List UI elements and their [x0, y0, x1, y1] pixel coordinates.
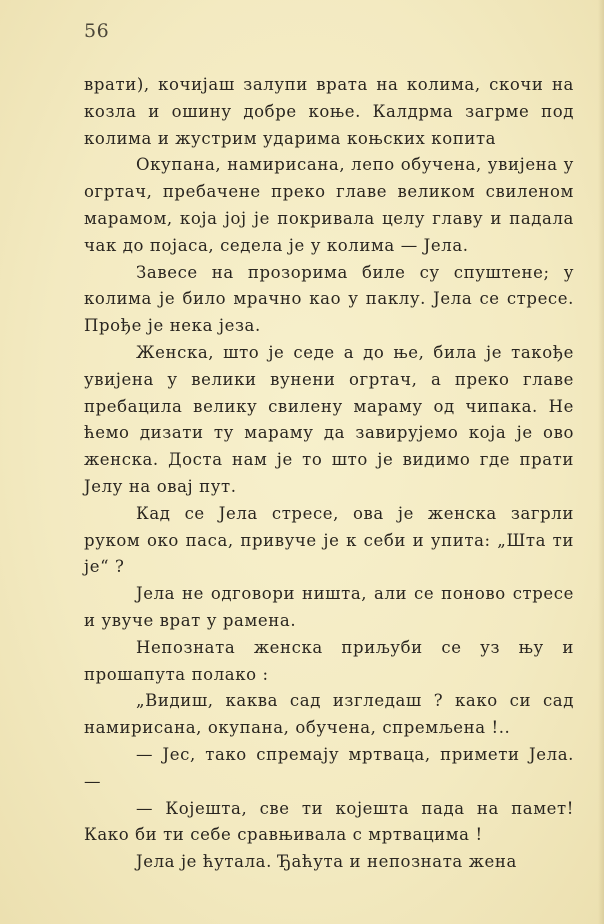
paragraph: Окупана, намирисана, лепо обучена, увијена у огртач, пребачене преко главе великом свиленом марамом, која јој је покривала целу главу и падала чак до појаса, седела је у колима — Јела.: [84, 155, 574, 255]
paragraph: Кад се Јела стресе, ова је женска загрли руком око паса, привуче је к себи и упита: „Шта ти је“ ?: [84, 503, 574, 577]
paragraph: „Видиш, каква сад изгледаш ? како си сад намирисана, окупана, обучена, спремљена !..: [84, 691, 574, 738]
paragraph: врати), кочијаш залупи врата на колима, скочи на козла и ошину добре коње. Калдрма загрме под колима и жустрим ударима коњских копита: [84, 75, 574, 148]
body-text: [84, 72, 574, 876]
paragraph: Женска, што је седе а до ње, била је такође увијена у велики вунени огртач, а преко главе пребацила велику свилену мараму од чипака. Не ћемо дизати ту мараму да завирујемо која је ово женска. Доста нам је то што је видимо где прати Јелу на овај пут.: [84, 342, 574, 496]
paragraph: — Јес, тако спремају мртваца, примети Јела. —: [84, 744, 574, 791]
paragraph: Јела је ћутала. Ђаћута и непозната жена: [136, 852, 517, 872]
paragraph: Непозната женска приљуби се уз њу и прошапута полако :: [84, 637, 574, 684]
page-edge-shadow: [598, 0, 604, 924]
paragraph: Јела не одговори ништа, али се поново стресе и увуче врат у рамена.: [84, 584, 574, 630]
page-number: 56: [84, 20, 110, 42]
paragraph: — Којешта, све ти којешта пада на памет! Како би ти себе сравњивала с мртвацима !: [84, 798, 574, 845]
paragraph: Завесе на прозорима биле су спуштене; у колима је било мрачно као у паклу. Јела се стресе. Прође је нека језа.: [84, 262, 574, 336]
